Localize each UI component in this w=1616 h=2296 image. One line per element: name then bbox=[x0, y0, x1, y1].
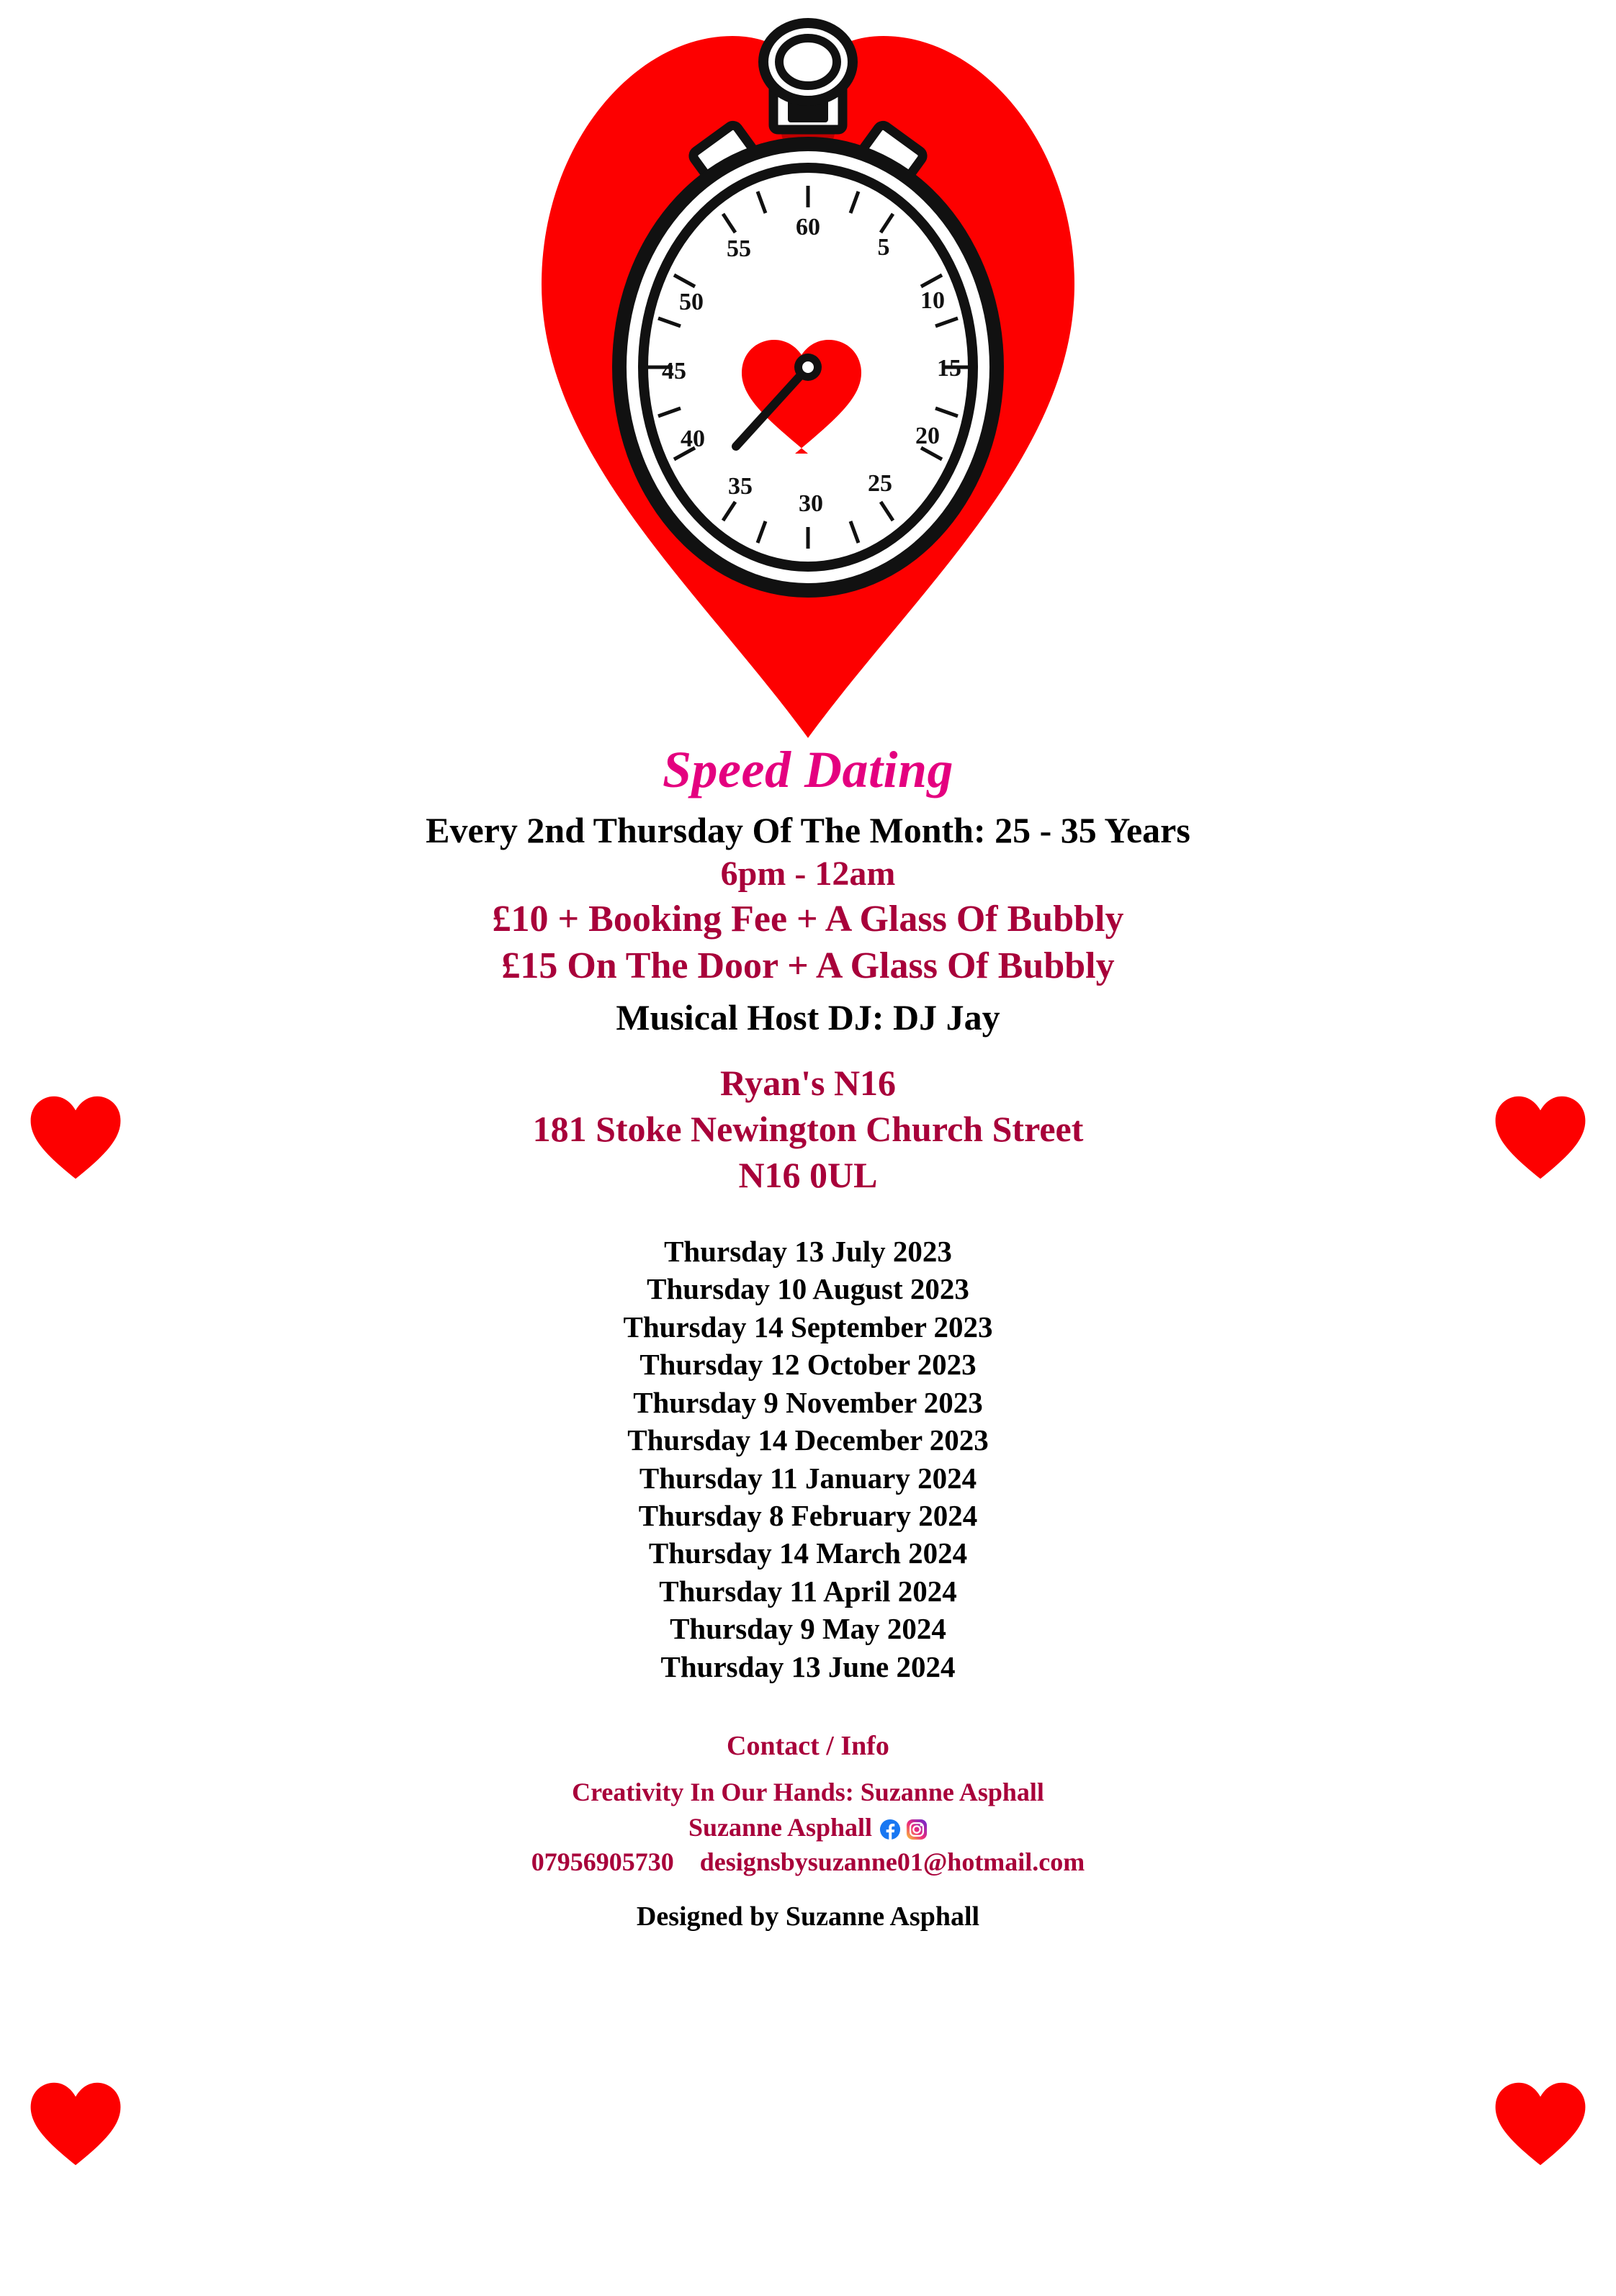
list-item: Thursday 14 September 2023 bbox=[623, 1310, 993, 1343]
svg-text:25: 25 bbox=[868, 470, 892, 497]
contact-email[interactable]: designsbysuzanne01@hotmail.com bbox=[699, 1847, 1085, 1876]
contact-phone-email bbox=[0, 1845, 1616, 1879]
svg-text:40: 40 bbox=[681, 426, 705, 452]
page-title: Speed Dating bbox=[662, 741, 953, 798]
svg-text:35: 35 bbox=[728, 473, 753, 500]
list-item: Thursday 11 April 2024 bbox=[659, 1574, 957, 1608]
svg-text:20: 20 bbox=[915, 423, 940, 449]
svg-text:10: 10 bbox=[920, 287, 945, 314]
stopwatch-heart-icon bbox=[520, 7, 1096, 742]
svg-text:30: 30 bbox=[799, 490, 823, 517]
venue-postcode: N16 0UL bbox=[738, 1154, 878, 1195]
svg-text:60: 60 bbox=[796, 214, 820, 240]
list-item: Thursday 8 February 2024 bbox=[638, 1499, 978, 1533]
contact-business: Creativity In Our Hands: Suzanne Asphall bbox=[572, 1778, 1044, 1807]
contact-block bbox=[0, 1730, 1616, 1932]
facebook-icon[interactable] bbox=[879, 1819, 901, 1840]
contact-name-row bbox=[0, 1810, 1616, 1845]
contact-phone: 07956905730 bbox=[531, 1847, 674, 1876]
list-item: Thursday 9 May 2024 bbox=[670, 1612, 946, 1646]
list-item: Thursday 13 June 2024 bbox=[660, 1649, 956, 1683]
price-advance: £10 + Booking Fee + A Glass Of Bubbly bbox=[492, 898, 1124, 940]
list-item: Thursday 10 August 2023 bbox=[647, 1272, 969, 1306]
venue-name: Ryan's N16 bbox=[719, 1062, 897, 1103]
list-item: Thursday 14 March 2024 bbox=[648, 1536, 968, 1570]
svg-text:55: 55 bbox=[727, 235, 751, 262]
hero-logo bbox=[0, 0, 1616, 742]
contact-heading: Contact / Info bbox=[727, 1731, 889, 1762]
list-item: Thursday 12 October 2023 bbox=[639, 1348, 977, 1382]
social-icons bbox=[879, 1819, 928, 1840]
list-item: Thursday 11 January 2024 bbox=[639, 1461, 977, 1495]
svg-text:15: 15 bbox=[937, 355, 961, 382]
list-item: Thursday 14 December 2023 bbox=[627, 1423, 989, 1457]
instagram-icon[interactable] bbox=[906, 1819, 928, 1840]
schedule-line: Every 2nd Thursday Of The Month: 25 - 35 Years bbox=[426, 810, 1190, 851]
svg-text:45: 45 bbox=[662, 358, 686, 384]
list-item: Thursday 13 July 2023 bbox=[664, 1234, 952, 1268]
heart-icon bbox=[29, 2081, 122, 2167]
heart-icon bbox=[1494, 2081, 1587, 2167]
list-item: Thursday 9 November 2023 bbox=[633, 1385, 983, 1419]
design-credit: Designed by Suzanne Asphall bbox=[636, 1901, 980, 1932]
host-line: Musical Host DJ: DJ Jay bbox=[616, 996, 1000, 1037]
poster-content bbox=[0, 742, 1616, 1932]
venue-street: 181 Stoke Newington Church Street bbox=[532, 1108, 1084, 1149]
time-line: 6pm - 12am bbox=[720, 855, 896, 893]
svg-text:50: 50 bbox=[679, 289, 704, 315]
contact-person: Suzanne Asphall bbox=[688, 1812, 873, 1842]
svg-text:5: 5 bbox=[877, 234, 890, 261]
dates-list bbox=[0, 1233, 1616, 1686]
price-door: £15 On The Door + A Glass Of Bubbly bbox=[501, 945, 1115, 987]
